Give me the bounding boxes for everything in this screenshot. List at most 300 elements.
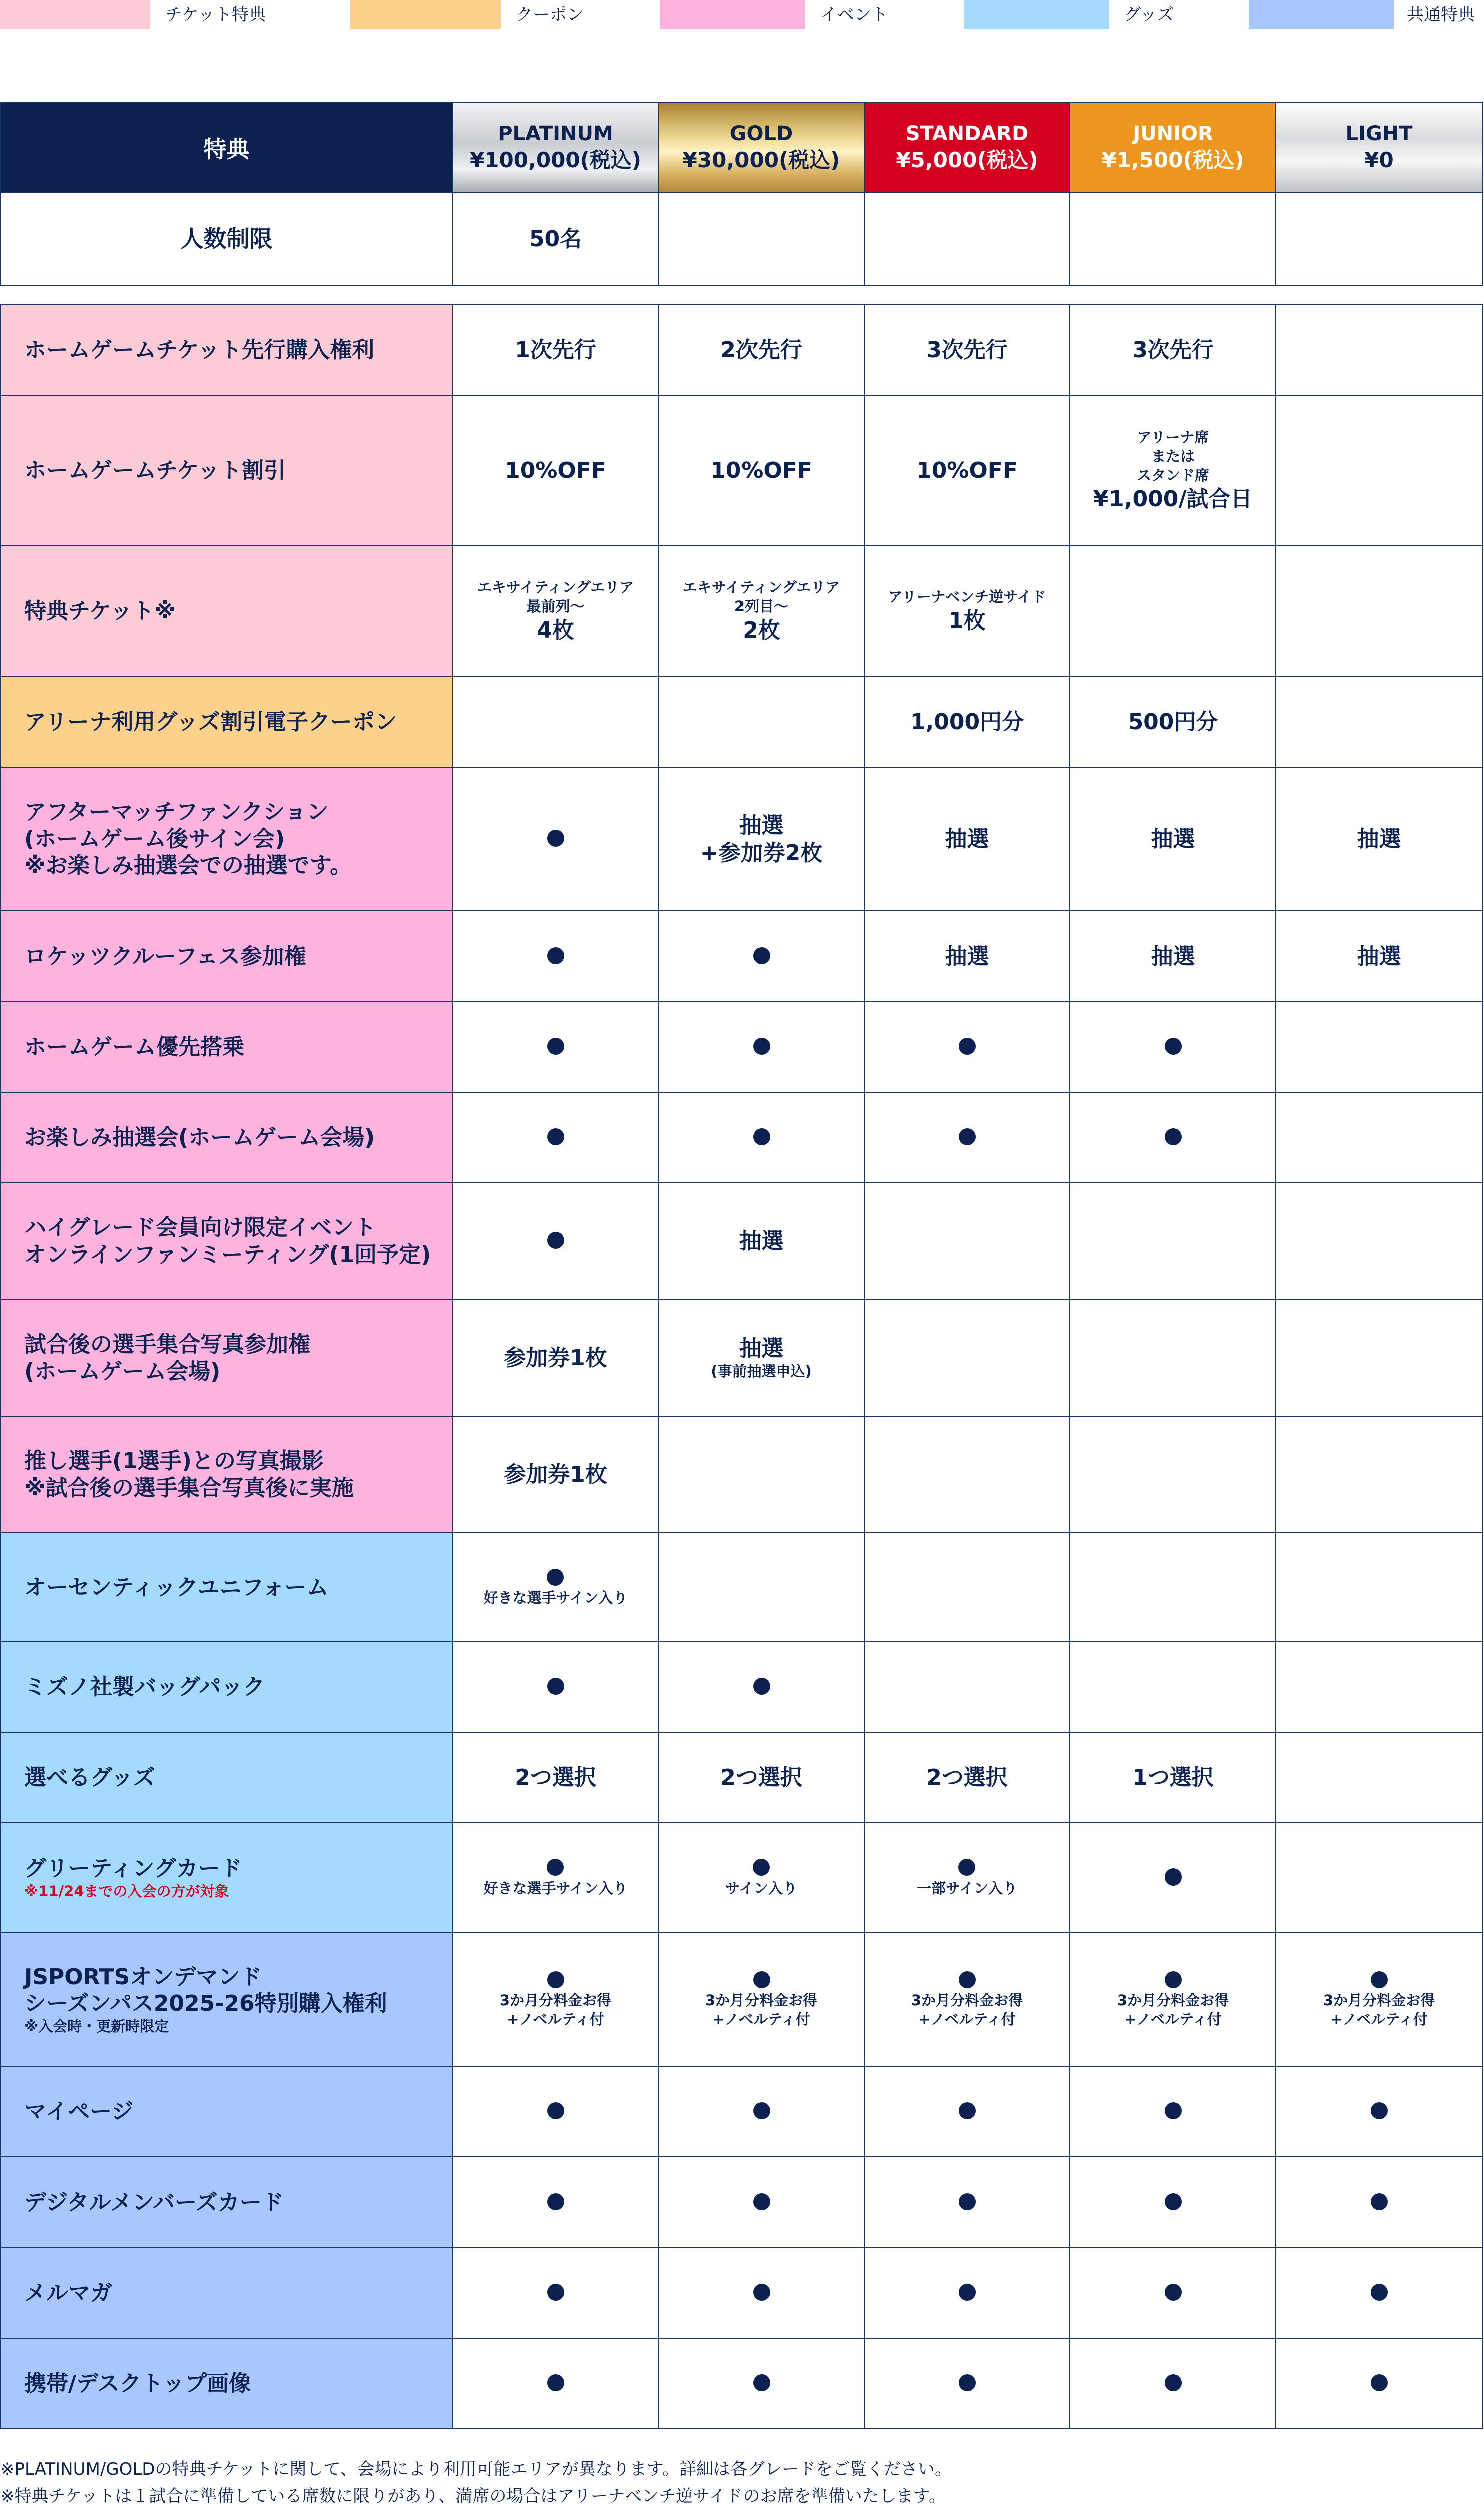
cell-subtext: (事前抽選申込) xyxy=(711,1363,812,1380)
legend-label: グッズ xyxy=(1124,5,1174,25)
cell-subtext: 好きな選手サイン入り xyxy=(483,1879,628,1897)
included-dot-icon xyxy=(547,1038,564,1055)
benefit-cell xyxy=(658,2066,865,2157)
benefit-cell xyxy=(658,910,865,1002)
included-dot-icon xyxy=(1165,1868,1182,1886)
benefit-cell xyxy=(1275,1001,1483,1093)
included-dot-icon xyxy=(959,2193,976,2210)
legend-swatch-goods xyxy=(964,0,1109,29)
cell-value: 抽選 xyxy=(945,944,989,969)
included-dot-icon xyxy=(958,1859,975,1876)
cell-value: 抽選 xyxy=(1151,944,1195,969)
benefit-cell xyxy=(658,1822,865,1933)
included-dot-icon xyxy=(547,830,564,847)
tier-name: PLATINUM xyxy=(498,122,613,146)
tier-name: LIGHT xyxy=(1345,122,1413,146)
header-benefit-cell xyxy=(0,102,453,193)
benefit-row xyxy=(0,767,1484,911)
benefit-label: アフターマッチファンクション xyxy=(24,799,329,825)
benefit-label: ※試合後の選手集合写真後に実施 xyxy=(24,1475,354,1501)
benefit-row xyxy=(0,1641,1484,1733)
included-dot-icon xyxy=(753,1128,770,1145)
included-dot-icon xyxy=(547,1569,564,1586)
benefit-label: 特典チケット※ xyxy=(24,598,176,624)
cell-value: 2つ選択 xyxy=(926,1765,1008,1790)
benefit-row xyxy=(0,1001,1484,1093)
benefit-row xyxy=(0,2156,1484,2248)
included-dot-icon xyxy=(753,2102,770,2119)
benefit-label-cell xyxy=(0,910,453,1002)
legend-label: チケット特典 xyxy=(165,5,266,25)
benefit-cell xyxy=(1069,676,1276,768)
cell-value: ¥1,000/試合日 xyxy=(1093,486,1253,512)
cell-value: 抽選 xyxy=(1151,826,1195,852)
cell-subtext: 3か月分料金お得 +ノベルティ付 xyxy=(1323,1991,1435,2028)
benefit-label: デジタルメンバーズカード xyxy=(24,2189,284,2215)
legend-item xyxy=(1249,0,1484,29)
benefit-label: ※お楽しみ抽選会での抽選です。 xyxy=(24,853,352,879)
benefit-cell xyxy=(1069,1822,1276,1933)
benefit-cell xyxy=(1069,1416,1276,1533)
benefit-cell xyxy=(452,304,659,396)
benefit-cell xyxy=(1275,1822,1483,1933)
benefit-cell xyxy=(452,676,659,768)
benefit-cell xyxy=(452,1732,659,1823)
benefit-cell xyxy=(864,1299,1070,1417)
cell-value: 10%OFF xyxy=(916,458,1018,483)
benefit-cell xyxy=(1069,395,1276,546)
cell-value: 抽選 xyxy=(739,1336,784,1362)
included-dot-icon xyxy=(1371,2284,1388,2301)
tier-price: ¥30,000(税込) xyxy=(682,148,840,173)
included-dot-icon xyxy=(1165,2193,1182,2210)
benefit-label: オーセンティックユニフォーム xyxy=(24,1574,329,1600)
benefit-label: ハイグレード会員向け限定イベント xyxy=(24,1214,377,1240)
benefit-label: メルマガ xyxy=(24,2280,112,2306)
benefit-label: ホームゲームチケット先行購入権利 xyxy=(24,337,375,363)
limit-value: 50名 xyxy=(529,226,582,252)
legend-item xyxy=(0,0,280,29)
cell-value: 3次先行 xyxy=(926,337,1008,363)
benefit-cell xyxy=(452,1001,659,1093)
benefit-cell xyxy=(1069,1299,1276,1417)
benefit-cell xyxy=(864,1001,1070,1093)
benefit-cell xyxy=(1069,545,1276,677)
cell-value: 1次先行 xyxy=(515,337,596,363)
included-dot-icon xyxy=(547,2193,564,2210)
tier-price: ¥5,000(税込) xyxy=(896,148,1038,173)
legend-item xyxy=(350,0,584,29)
cell-value: 参加券1枚 xyxy=(504,1345,607,1371)
benefit-cell xyxy=(1069,2066,1276,2157)
benefit-cell xyxy=(452,1932,659,2067)
cell-subtext: サイン入り xyxy=(725,1879,797,1897)
benefit-label: JSPORTSオンデマンド xyxy=(24,1964,262,1990)
benefit-cell xyxy=(1275,676,1483,768)
benefit-cell xyxy=(1275,545,1483,677)
benefit-row xyxy=(0,676,1484,768)
benefit-cell xyxy=(452,1182,659,1300)
included-dot-icon xyxy=(959,2284,976,2301)
limit-cell xyxy=(1275,192,1483,286)
benefit-label-cell xyxy=(0,2066,453,2157)
legend-swatch-coupon xyxy=(350,0,501,29)
limit-cell xyxy=(864,192,1070,286)
legend-top xyxy=(0,0,1484,29)
benefit-cell xyxy=(658,2156,865,2248)
included-dot-icon xyxy=(959,1128,976,1145)
benefit-cell xyxy=(1069,1641,1276,1733)
benefit-label: シーズンパス2025-26特別購入権利 xyxy=(24,1991,387,2017)
included-dot-icon xyxy=(959,1971,976,1988)
cell-value: 抽選 xyxy=(945,826,989,852)
benefit-cell xyxy=(452,545,659,677)
cell-value: 4枚 xyxy=(537,617,574,643)
tier-standard xyxy=(864,102,1070,193)
benefit-cell xyxy=(452,2247,659,2339)
benefit-row xyxy=(0,910,1484,1002)
benefit-row xyxy=(0,2338,1484,2429)
benefit-cell xyxy=(864,910,1070,1002)
included-dot-icon xyxy=(547,1232,564,1249)
benefit-cell xyxy=(452,767,659,911)
legend-label: 共通特典 xyxy=(1407,5,1475,25)
benefit-label: (ホームゲーム後サイン会) xyxy=(24,826,285,852)
cell-detail: 最前列〜 xyxy=(526,598,585,615)
benefit-row xyxy=(0,1299,1484,1417)
benefit-cell xyxy=(1275,395,1483,546)
limit-cell xyxy=(452,192,659,286)
tier-price: ¥0 xyxy=(1364,148,1394,173)
benefit-label-cell xyxy=(0,1299,453,1417)
cell-value: 500円分 xyxy=(1128,709,1218,735)
cell-detail: または xyxy=(1151,448,1195,465)
included-dot-icon xyxy=(753,2284,770,2301)
included-dot-icon xyxy=(547,2374,564,2391)
benefit-cell xyxy=(1069,1532,1276,1642)
benefit-cell xyxy=(452,1299,659,1417)
benefit-cell xyxy=(658,1182,865,1300)
legend-label: クーポン xyxy=(516,5,584,25)
benefit-cell xyxy=(452,1416,659,1533)
included-dot-icon xyxy=(1165,2102,1182,2119)
benefit-cell xyxy=(1275,1932,1483,2067)
tier-price: ¥1,500(税込) xyxy=(1101,148,1244,173)
included-dot-icon xyxy=(753,947,770,964)
cell-value: 2枚 xyxy=(743,617,780,643)
cell-detail: 2列目〜 xyxy=(734,598,789,615)
benefit-cell xyxy=(1275,767,1483,911)
benefit-cell xyxy=(1069,1932,1276,2067)
benefit-note: ※11/24までの入会の方が対象 xyxy=(24,1883,229,1900)
benefit-label-cell xyxy=(0,1532,453,1642)
benefit-cell xyxy=(452,1532,659,1642)
benefit-label: 推し選手(1選手)との写真撮影 xyxy=(24,1448,324,1474)
benefit-row xyxy=(0,1822,1484,1933)
benefit-cell xyxy=(1275,2247,1483,2339)
benefit-label-cell xyxy=(0,2247,453,2339)
benefit-row xyxy=(0,545,1484,677)
footnote: ※特典チケットは１試合に準備している席数に限りがあり、満席の場合はアリーナベンチ逆サイドのお席を準備いたします。 xyxy=(0,2486,946,2504)
cell-value: 2つ選択 xyxy=(515,1765,596,1790)
legend-item xyxy=(964,0,1195,29)
benefit-label-cell xyxy=(0,1641,453,1733)
benefit-cell xyxy=(658,1932,865,2067)
benefit-label-cell xyxy=(0,1092,453,1183)
included-dot-icon xyxy=(959,1038,976,1055)
cell-value: 抽選 xyxy=(1357,944,1401,969)
included-dot-icon xyxy=(1165,2284,1182,2301)
cell-detail: アリーナベンチ逆サイド xyxy=(888,588,1046,606)
benefit-cell xyxy=(658,1092,865,1183)
benefit-label: お楽しみ抽選会(ホームゲーム会場) xyxy=(24,1124,375,1150)
benefit-cell xyxy=(658,1532,865,1642)
benefit-cell xyxy=(864,1416,1070,1533)
cell-value: 抽選 xyxy=(739,1228,784,1254)
cell-value: 1,000円分 xyxy=(910,709,1024,735)
benefit-cell xyxy=(864,304,1070,396)
footnote: ※PLATINUM/GOLDの特典チケットに関して、会場により利用可能エリアが異なります。詳細は各グレードをご覧ください。 xyxy=(0,2459,952,2479)
benefit-cell xyxy=(452,2156,659,2248)
benefit-label-cell xyxy=(0,1932,453,2067)
benefit-cell xyxy=(1275,304,1483,396)
included-dot-icon xyxy=(1165,2374,1182,2391)
benefit-cell xyxy=(452,1641,659,1733)
cell-value: 1枚 xyxy=(948,607,986,634)
cell-value: 抽選 xyxy=(1357,826,1401,852)
benefit-cell xyxy=(658,304,865,396)
benefit-cell xyxy=(1275,1416,1483,1533)
benefit-cell xyxy=(1069,767,1276,911)
benefit-cell xyxy=(1275,1299,1483,1417)
included-dot-icon xyxy=(1165,1038,1182,1055)
benefit-row xyxy=(0,304,1484,396)
cell-detail: スタンド席 xyxy=(1136,466,1209,484)
benefit-label-cell xyxy=(0,1001,453,1093)
benefit-label: グリーティングカード xyxy=(24,1855,242,1882)
cell-subtext: 好きな選手サイン入り xyxy=(483,1589,628,1606)
benefit-cell xyxy=(452,1822,659,1933)
benefit-cell xyxy=(864,2066,1070,2157)
benefit-cell xyxy=(658,2338,865,2429)
tier-name: GOLD xyxy=(729,122,793,146)
benefits-table xyxy=(0,304,1484,2417)
benefit-row xyxy=(0,2247,1484,2339)
benefit-cell xyxy=(1069,2247,1276,2339)
legend-swatch-ticket xyxy=(0,0,150,29)
included-dot-icon xyxy=(1165,1128,1182,1145)
benefit-label-cell xyxy=(0,545,453,677)
included-dot-icon xyxy=(1371,2102,1388,2119)
benefit-cell xyxy=(1275,1092,1483,1183)
tier-name: JUNIOR xyxy=(1133,122,1213,146)
benefit-cell xyxy=(864,676,1070,768)
benefit-row xyxy=(0,2066,1484,2157)
benefit-cell xyxy=(864,2247,1070,2339)
cell-value: 2つ選択 xyxy=(720,1765,802,1790)
limit-label-cell xyxy=(0,192,453,286)
benefit-cell xyxy=(1069,1182,1276,1300)
included-dot-icon xyxy=(1165,1971,1182,1988)
benefit-cell xyxy=(864,545,1070,677)
benefit-cell xyxy=(1069,304,1276,396)
included-dot-icon xyxy=(959,2102,976,2119)
limit-cell xyxy=(658,192,865,286)
benefit-label: 携帯/デスクトップ画像 xyxy=(24,2370,251,2396)
benefit-cell xyxy=(1275,2156,1483,2248)
benefit-row xyxy=(0,1732,1484,1823)
benefit-label-cell xyxy=(0,767,453,911)
cell-value: 参加券1枚 xyxy=(504,1462,607,1487)
tier-light xyxy=(1275,102,1483,193)
benefit-cell xyxy=(658,1732,865,1823)
benefit-cell xyxy=(864,1182,1070,1300)
included-dot-icon xyxy=(753,1859,770,1876)
cell-detail: エキサイティングエリア xyxy=(477,579,634,596)
cell-subtext: 一部サイン入り xyxy=(917,1879,1017,1897)
tier-name: STANDARD xyxy=(905,122,1029,146)
benefit-label: ホームゲームチケット割引 xyxy=(24,457,286,483)
header-row xyxy=(0,102,1484,193)
included-dot-icon xyxy=(547,2102,564,2119)
benefit-row xyxy=(0,1416,1484,1533)
included-dot-icon xyxy=(1371,2374,1388,2391)
benefit-cell xyxy=(452,910,659,1002)
included-dot-icon xyxy=(1371,2193,1388,2210)
benefit-label-cell xyxy=(0,2338,453,2429)
benefit-cell xyxy=(658,1416,865,1533)
cell-value: 3次先行 xyxy=(1132,337,1214,363)
benefit-cell xyxy=(658,1641,865,1733)
legend-swatch-event xyxy=(660,0,805,29)
benefit-label-cell xyxy=(0,2156,453,2248)
benefit-cell xyxy=(1069,1092,1276,1183)
cell-subtext: 3か月分料金お得 +ノベルティ付 xyxy=(911,1991,1023,2028)
benefit-cell xyxy=(1275,1732,1483,1823)
included-dot-icon xyxy=(547,1128,564,1145)
benefit-cell xyxy=(452,395,659,546)
benefit-cell xyxy=(1069,2156,1276,2248)
tier-platinum xyxy=(452,102,659,193)
benefit-cell xyxy=(658,545,865,677)
included-dot-icon xyxy=(547,2284,564,2301)
benefit-label: ミズノ社製バッグパック xyxy=(24,1674,265,1700)
benefit-cell xyxy=(452,2066,659,2157)
cell-value: 2次先行 xyxy=(720,337,802,363)
benefit-note: ※入会時・更新時限定 xyxy=(24,2018,169,2035)
benefit-cell xyxy=(1069,1001,1276,1093)
benefit-cell xyxy=(864,1532,1070,1642)
benefit-cell xyxy=(864,1822,1070,1933)
cell-subtext: 3か月分料金お得 +ノベルティ付 xyxy=(1117,1991,1229,2028)
benefit-label-cell xyxy=(0,676,453,768)
limit-label: 人数制限 xyxy=(180,225,273,252)
benefit-label: 選べるグッズ xyxy=(24,1764,155,1790)
limit-cell xyxy=(1069,192,1276,286)
benefit-label: ロケッツクルーフェス参加権 xyxy=(24,943,306,969)
header-title: 特典 xyxy=(203,135,250,163)
cell-subtext: 3か月分料金お得 +ノベルティ付 xyxy=(705,1991,818,2028)
cell-detail: アリーナ席 xyxy=(1137,429,1209,446)
benefit-cell xyxy=(864,395,1070,546)
benefit-cell xyxy=(864,2156,1070,2248)
benefit-cell xyxy=(452,2338,659,2429)
included-dot-icon xyxy=(547,1971,564,1988)
included-dot-icon xyxy=(547,1678,564,1695)
benefit-cell xyxy=(1275,1641,1483,1733)
cell-detail: エキサイティングエリア xyxy=(682,579,840,596)
benefit-cell xyxy=(1069,910,1276,1002)
benefit-label-cell xyxy=(0,304,453,396)
benefit-cell xyxy=(1275,2066,1483,2157)
tier-gold xyxy=(658,102,865,193)
benefit-label-cell xyxy=(0,1822,453,1933)
benefit-cell xyxy=(1069,2338,1276,2429)
included-dot-icon xyxy=(753,1038,770,1055)
included-dot-icon xyxy=(753,2193,770,2210)
benefit-label: ホームゲーム優先搭乗 xyxy=(24,1034,244,1060)
benefit-label: アリーナ利用グッズ割引電子クーポン xyxy=(24,709,397,735)
benefit-cell xyxy=(658,767,865,911)
benefit-cell xyxy=(864,2338,1070,2429)
benefit-cell xyxy=(1275,2338,1483,2429)
tier-junior xyxy=(1069,102,1276,193)
benefit-cell xyxy=(658,1299,865,1417)
benefit-label-cell xyxy=(0,1182,453,1300)
plan-header xyxy=(0,102,1484,252)
cell-value: 1つ選択 xyxy=(1132,1765,1214,1790)
benefit-cell xyxy=(1069,1732,1276,1823)
benefit-cell xyxy=(658,676,865,768)
tier-price: ¥100,000(税込) xyxy=(470,148,641,173)
benefit-cell xyxy=(864,1932,1070,2067)
benefit-row xyxy=(0,1532,1484,1642)
benefit-cell xyxy=(452,1092,659,1183)
included-dot-icon xyxy=(1371,1971,1388,1988)
benefit-row xyxy=(0,1182,1484,1300)
benefit-label: オンラインファンミーティング(1回予定) xyxy=(24,1241,431,1268)
included-dot-icon xyxy=(547,1859,564,1876)
benefit-cell xyxy=(1275,1182,1483,1300)
cell-value: 10%OFF xyxy=(505,458,606,483)
benefit-cell xyxy=(658,2247,865,2339)
footnotes xyxy=(0,2456,1484,2504)
benefit-cell xyxy=(658,1001,865,1093)
benefit-label: (ホームゲーム会場) xyxy=(24,1358,221,1384)
benefit-row xyxy=(0,1092,1484,1183)
benefit-row xyxy=(0,1932,1484,2067)
included-dot-icon xyxy=(547,947,564,964)
included-dot-icon xyxy=(753,2374,770,2391)
legend-swatch-common xyxy=(1249,0,1394,29)
included-dot-icon xyxy=(959,2374,976,2391)
benefit-cell xyxy=(864,1641,1070,1733)
benefit-cell xyxy=(658,395,865,546)
benefit-label-cell xyxy=(0,1416,453,1533)
benefit-label: マイページ xyxy=(24,2098,134,2124)
included-dot-icon xyxy=(753,1971,770,1988)
benefit-row xyxy=(0,395,1484,546)
benefit-cell xyxy=(1275,910,1483,1002)
benefit-cell xyxy=(864,1092,1070,1183)
cell-subtext: 3か月分料金お得 +ノベルティ付 xyxy=(499,1991,612,2028)
legend-label: イベント xyxy=(820,5,888,25)
included-dot-icon xyxy=(753,1678,770,1695)
benefit-label-cell xyxy=(0,395,453,546)
cell-value: 抽選 +参加券2枚 xyxy=(700,812,823,866)
benefit-cell xyxy=(864,1732,1070,1823)
cell-value: 10%OFF xyxy=(710,458,812,483)
